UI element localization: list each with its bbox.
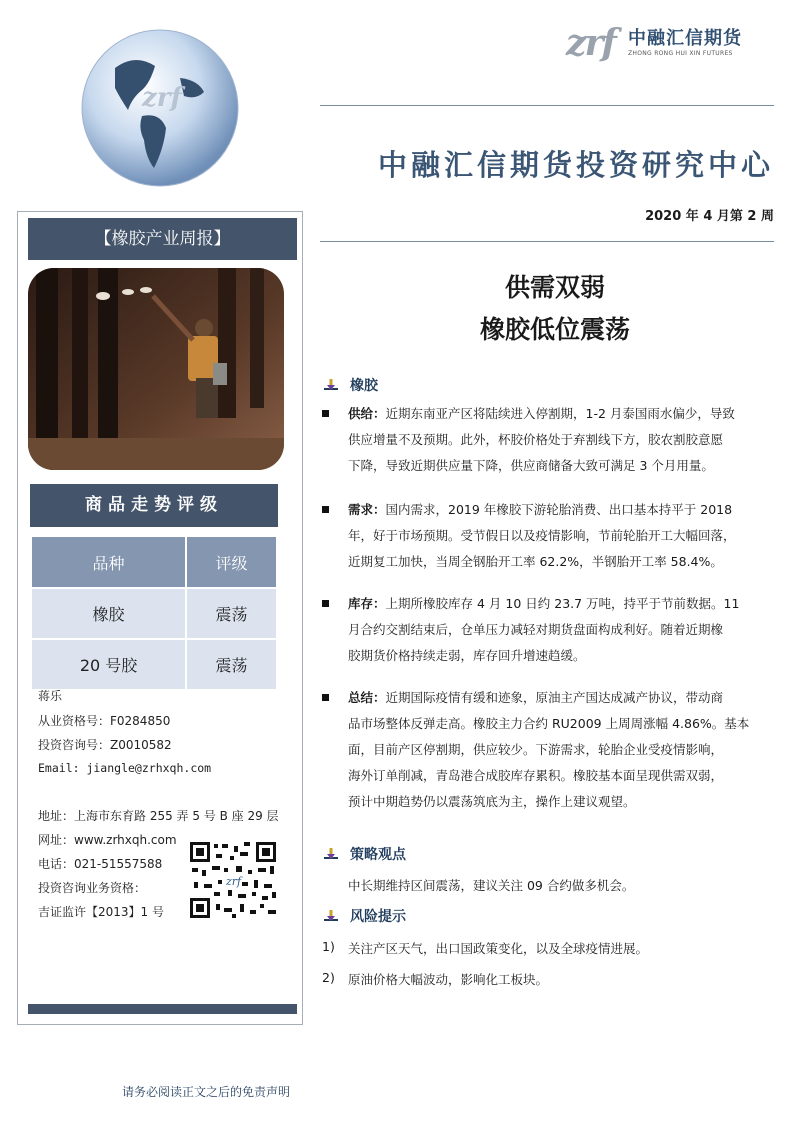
table-cell: 橡胶	[31, 588, 186, 639]
analyst-email[interactable]: Email: jiangle@zrhxqh.com	[38, 761, 212, 775]
text-line: 近期复工加快，当周全钢胎开工率 62.2%，半钢胎开工率 58.4%。	[348, 554, 723, 569]
headline-line-2: 橡胶低位震荡	[479, 315, 630, 344]
section-rubber-heading	[322, 375, 378, 395]
license-number: 吉证监许【2013】1 号	[38, 905, 164, 919]
analyst-name: 蒋乐	[38, 689, 63, 703]
risk-item-number: 2)	[322, 970, 335, 985]
license-label: 投资咨询业务资格：	[38, 881, 147, 895]
text-line: 上期所橡胶库存 4 月 10 日约 23.7 万吨，持平于节前数据。11	[385, 596, 740, 611]
table-row	[31, 639, 277, 690]
demand-paragraph	[348, 497, 774, 575]
disclaimer-footer: 请务必阅读正文之后的免责声明	[122, 1085, 291, 1099]
table-cell: 震荡	[186, 588, 277, 639]
qr-logo: zrf	[226, 875, 242, 888]
arrow-bullet-icon	[322, 377, 340, 393]
square-bullet-icon	[322, 694, 329, 701]
strategy-text: 中长期维持区间震荡，建议关注 09 合约做多机会。	[348, 878, 635, 893]
demand-label: 需求：	[348, 502, 386, 517]
headline-line-1: 供需双弱	[504, 273, 605, 302]
text-line: 月合约交割结束后，仓单压力减轻对期货盘面构成利好。随着近期橡	[348, 622, 724, 637]
rating-table-header	[31, 536, 277, 588]
inventory-label: 库存：	[348, 596, 386, 611]
table-row	[31, 588, 277, 639]
report-date: 2020 年 4 月第 2 周	[645, 209, 774, 224]
inventory-paragraph	[348, 591, 774, 669]
square-bullet-icon	[322, 410, 329, 417]
text-line: 胶期货价格持续走弱，库存回升增速趋缓。	[348, 648, 586, 663]
square-bullet-icon	[322, 600, 329, 607]
text-line: 近期东南亚产区将陆续进入停割期，1-2 月泰国雨水偏少，导致	[385, 406, 735, 421]
company-logo	[566, 18, 776, 68]
header-divider-bottom	[320, 241, 774, 242]
arrow-bullet-icon	[322, 846, 340, 862]
risk-item-text: 关注产区天气，出口国政策变化，以及全球疫情进展。	[348, 941, 649, 956]
column-header: 评级	[186, 536, 277, 588]
company-address: 地址：上海市东育路 255 弄 5 号 B 座 29 层	[38, 809, 279, 823]
logo-name-cn: 中融汇信期货	[628, 28, 742, 49]
supply-label: 供给：	[348, 406, 386, 421]
section-title: 风险提示	[350, 909, 406, 925]
globe-mark: zrf	[142, 83, 182, 113]
section-strategy-heading	[322, 844, 406, 864]
rating-table	[30, 535, 278, 691]
summary-label: 总结：	[348, 690, 386, 705]
section-title: 橡胶	[350, 378, 378, 394]
text-line: 年，好于市场预期。受节假日以及疫情影响，节前轮胎开工大幅回落，	[348, 528, 736, 543]
research-center-title: 中融汇信期货投资研究中心	[377, 148, 774, 182]
arrow-bullet-icon	[322, 908, 340, 924]
rubber-tapper-photo	[28, 268, 284, 470]
header-divider-top	[320, 105, 774, 106]
table-cell: 震荡	[186, 639, 277, 690]
text-line: 海外订单削减，青岛港合成胶库存累积。橡胶基本面呈现供需双弱，	[348, 768, 724, 783]
square-bullet-icon	[322, 506, 329, 513]
sidebar-footer-bar	[28, 1004, 297, 1014]
supply-paragraph	[348, 401, 774, 479]
globe-logo-image	[80, 28, 240, 188]
rating-title: 商品走势评级	[30, 484, 278, 527]
summary-paragraph	[348, 685, 774, 815]
text-line: 近期国际疫情有缓和迹象，原油主产国达成减产协议，带动商	[385, 690, 724, 705]
text-line: 预计中期趋势仍以震荡筑底为主，操作上建议观望。	[348, 794, 636, 809]
text-line: 供应增量不及预期。此外，杯胶价格处于弃割线下方，胶农割胶意愿	[348, 432, 724, 447]
column-header: 品种	[31, 536, 186, 588]
qr-code-image	[188, 840, 278, 920]
section-risk-heading	[322, 906, 406, 926]
risk-item-text: 原油价格大幅波动，影响化工板块。	[348, 972, 549, 987]
text-line: 面，目前产区停割期，供应较少。下游需求，轮胎企业受疫情影响，	[348, 742, 724, 757]
text-line: 下降，导致近期供应量下降，供应商储备大致可满足 3 个月用量。	[348, 458, 714, 473]
analyst-qualification: 从业资格号：F0284850	[38, 714, 171, 728]
table-cell: 20 号胶	[31, 639, 186, 690]
text-line: 国内需求，2019 年橡胶下游轮胎消费、出口基本持平于 2018	[385, 502, 733, 517]
analyst-consult-id: 投资咨询号：Z0010582	[38, 738, 172, 752]
section-title: 策略观点	[350, 847, 406, 863]
risk-item-number: 1)	[322, 939, 335, 954]
company-website[interactable]: 网址：www.zrhxqh.com	[38, 833, 177, 847]
company-phone: 电话：021-51557588	[38, 857, 163, 871]
text-line: 品市场整体反弹走高。橡胶主力合约 RU2009 上周周涨幅 4.86%。基本	[348, 716, 750, 731]
logo-mark: zrf	[566, 22, 615, 64]
logo-name-en: ZHONG RONG HUI XIN FUTURES	[628, 50, 733, 57]
report-type-header: 【橡胶产业周报】	[28, 218, 297, 260]
